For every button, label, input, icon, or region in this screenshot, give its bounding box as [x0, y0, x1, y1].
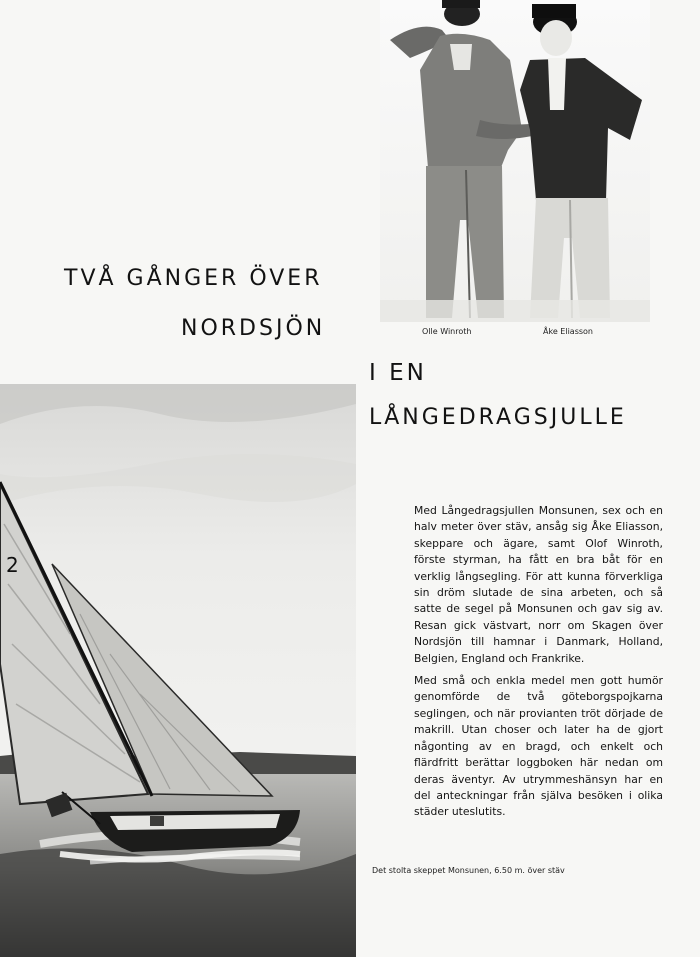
- portrait-caption-right: Åke Eliasson: [543, 327, 593, 336]
- title-line-1: TVÅ GÅNGER ÖVER: [64, 266, 323, 291]
- paragraph-1: Med Långedragsjullen Monsunen, sex och en halv meter över stäv, ansåg sig Åke Eliasson, skeppare och ägare, samt Olof Winroth, förste styrman, ha fått en bra båt för en verklig långsegling. För att kunna förverkliga sin dröm slutade de sina arbeten, och så satte de segel på Monsunen och gav sig av. Resan gick västvart, norr om Skagen över Nordsjön till hamnar i Danmark, Holland, Belgien, England och Frankrike.: [414, 504, 663, 665]
- title-line-4: LÅNGEDRAGSJULLE: [369, 405, 627, 430]
- boat-caption: Det stolta skeppet Monsunen, 6.50 m. över stäv: [372, 866, 565, 875]
- title-line-3: I EN: [369, 360, 427, 386]
- title-line-2: NORDSJÖN: [181, 316, 326, 341]
- portrait-caption-left: Olle Winroth: [422, 327, 472, 336]
- portrait-photo: [380, 0, 650, 322]
- sail-number: 2: [6, 553, 19, 577]
- sailboat-photo: [0, 384, 356, 957]
- article-body: [414, 503, 663, 827]
- paragraph-2: Med små och enkla medel men gott humör genomförde de två göteborgspojkarna seglingen, och när provianten tröt dörjade de makrill. Utan choser och later ha de gjort någonting av en bragd, och enkelt och flärdfritt berättar loggboken här nedan om deras äventyr. Av utrymmeshänsyn har en del anteckningar från själva besöken i olika städer uteslutits.: [414, 674, 663, 819]
